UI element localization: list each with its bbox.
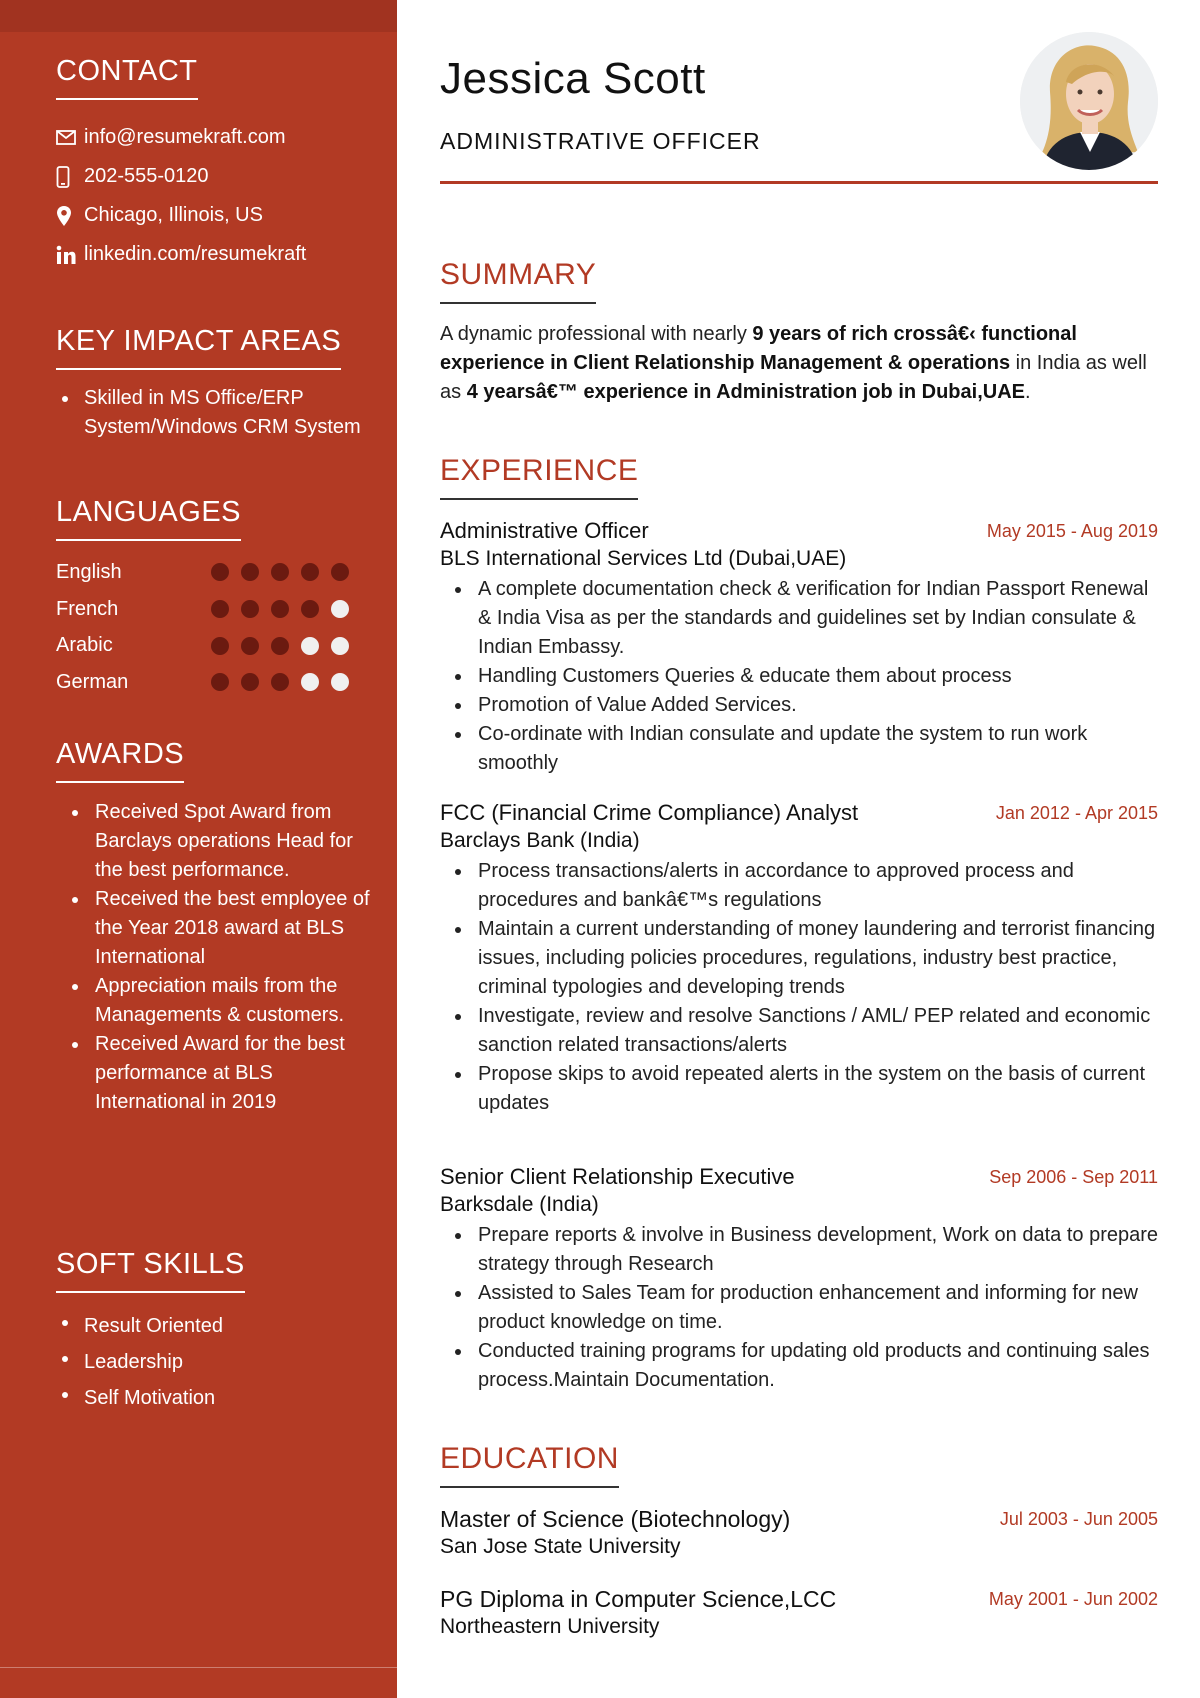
list-item: Received the best employee of the Year 2018 award at BLS International [56, 885, 376, 972]
rating-dot-empty [331, 673, 349, 691]
job-company: BLS International Services Ltd (Dubai,UAE) [440, 547, 847, 570]
rating-dot-filled [301, 563, 319, 581]
school-name: San Jose State University [440, 1535, 681, 1558]
sidebar [0, 0, 397, 1698]
language-rating [211, 563, 349, 581]
sidebar-top-strip [0, 0, 397, 32]
rating-dot-filled [241, 637, 259, 655]
experience-entry [440, 1163, 1158, 1395]
job-date: Jan 2012 - Apr 2015 [995, 803, 1158, 823]
list-item: Skilled in MS Office/ERP System/Windows CRM System [56, 384, 396, 442]
summary-text-part: A dynamic professional with nearly [440, 323, 753, 345]
location-pin-icon [56, 205, 84, 227]
rating-dot-empty [331, 637, 349, 655]
linkedin-icon [56, 245, 84, 265]
list-item: Conducted training programs for updating old products and continuing sales process.Maintain Documentation. [440, 1337, 1158, 1395]
phone-icon [56, 166, 84, 188]
language-rating [211, 637, 349, 655]
language-name: German [56, 670, 129, 693]
language-row [56, 664, 386, 701]
contact-location-text: Chicago, Illinois, US [84, 204, 263, 226]
languages-heading: LANGUAGES [56, 496, 241, 541]
education-date: May 2001 - Jun 2002 [988, 1589, 1158, 1609]
avatar [1020, 32, 1158, 170]
summary-heading: SUMMARY [440, 258, 596, 304]
language-rating [211, 600, 349, 618]
language-row [56, 591, 386, 628]
school-name: Northeastern University [440, 1615, 660, 1638]
soft-skills-heading: SOFT SKILLS [56, 1248, 245, 1293]
contact-linkedin[interactable] [56, 235, 386, 274]
job-title: Senior Client Relationship Executive [440, 1164, 795, 1189]
job-date: May 2015 - Aug 2019 [986, 521, 1158, 541]
candidate-name: Jessica Scott [440, 54, 706, 103]
summary-text-part: in India as well as [440, 352, 1147, 403]
rating-dot-filled [211, 637, 229, 655]
rating-dot-empty [301, 673, 319, 691]
list-item: Process transactions/alerts in accordance to approved process and procedures and bankâ€™s regulations [440, 857, 1158, 915]
rating-dot-filled [331, 563, 349, 581]
list-item: Propose skips to avoid repeated alerts in the system on the basis of current updates [440, 1060, 1158, 1118]
key-impact-section [56, 325, 386, 442]
rating-dot-filled [241, 673, 259, 691]
education-entry [440, 1585, 1158, 1641]
awards-section [56, 738, 386, 1117]
list-item: Received Award for the best performance at BLS International in 2019 [56, 1030, 376, 1117]
rating-dot-filled [211, 673, 229, 691]
language-name: French [56, 597, 119, 620]
profile-photo [1020, 32, 1158, 170]
key-impact-heading: KEY IMPACT AREAS [56, 325, 341, 370]
awards-heading: AWARDS [56, 738, 184, 783]
list-item: A complete documentation check & verification for Indian Passport Renewal & India Visa as per the standards and guidelines set by Indian consulate & Indian Embassy. [440, 575, 1158, 662]
summary-highlight: 4 yearsâ€™ experience in Administration job in Dubai,UAE [466, 381, 1025, 403]
rating-dot-filled [271, 600, 289, 618]
rating-dot-filled [271, 563, 289, 581]
languages-section [56, 496, 386, 701]
contact-section [56, 55, 386, 274]
rating-dot-empty [331, 600, 349, 618]
education-entry [440, 1505, 1158, 1561]
education-date: Jul 2003 - Jun 2005 [999, 1509, 1158, 1529]
list-item: Handling Customers Queries & educate them about process [440, 662, 1158, 691]
summary-text [440, 320, 1158, 407]
rating-dot-filled [271, 637, 289, 655]
language-row [56, 627, 386, 664]
contact-phone[interactable] [56, 157, 386, 196]
rating-dot-filled [211, 600, 229, 618]
rating-dot-filled [211, 563, 229, 581]
job-title: FCC (Financial Crime Compliance) Analyst [440, 800, 859, 825]
degree-title: Master of Science (Biotechnology) [440, 1506, 791, 1532]
list-item: Prepare reports & involve in Business development, Work on data to prepare strategy through Research [440, 1221, 1158, 1279]
contact-heading: CONTACT [56, 55, 198, 100]
language-rating [211, 673, 349, 691]
list-item: Assisted to Sales Team for production enhancement and informing for new product knowledge on time. [440, 1279, 1158, 1337]
language-name: Arabic [56, 634, 113, 657]
contact-linkedin-text: linkedin.com/resumekraft [84, 243, 307, 265]
experience-entry [440, 799, 1158, 1118]
sidebar-bottom-divider [0, 1667, 397, 1668]
envelope-icon [56, 130, 84, 145]
rating-dot-filled [241, 600, 259, 618]
rating-dot-empty [301, 637, 319, 655]
job-company: Barclays Bank (India) [440, 829, 640, 852]
experience-entry [440, 517, 1158, 778]
job-date: Sep 2006 - Sep 2011 [989, 1167, 1158, 1187]
list-item: Maintain a current understanding of money laundering and terrorist financing issues, including policies procedures, regulations, industry best practice, criminal typologies and developing trends [440, 915, 1158, 1002]
list-item: Promotion of Value Added Services. [440, 691, 1158, 720]
job-company: Barksdale (India) [440, 1193, 599, 1216]
list-item: Result Oriented [56, 1308, 386, 1344]
experience-heading: EXPERIENCE [440, 454, 638, 500]
education-heading: EDUCATION [440, 1442, 619, 1488]
list-item: Self Motivation [56, 1380, 386, 1416]
list-item: Investigate, review and resolve Sanctions / AML/ PEP related and economic sanction related transactions/alerts [440, 1002, 1158, 1060]
header-divider [440, 181, 1158, 184]
language-name: English [56, 560, 122, 583]
contact-phone-text: 202-555-0120 [84, 165, 209, 187]
contact-email-text: info@resumekraft.com [84, 126, 286, 148]
job-title: Administrative Officer [440, 518, 649, 543]
summary-highlight: 9 years of rich crossâ€‹ functional experience in Client Relationship Management & operations [440, 323, 1077, 374]
contact-email[interactable] [56, 118, 386, 157]
rating-dot-filled [301, 600, 319, 618]
rating-dot-filled [241, 563, 259, 581]
soft-skills-section [56, 1248, 386, 1416]
list-item: Leadership [56, 1344, 386, 1380]
language-row [56, 554, 386, 591]
list-item: Appreciation mails from the Managements & customers. [56, 972, 376, 1030]
degree-title: PG Diploma in Computer Science,LCC [440, 1586, 837, 1612]
rating-dot-filled [271, 673, 289, 691]
candidate-title: ADMINISTRATIVE OFFICER [440, 128, 761, 154]
list-item: Received Spot Award from Barclays operations Head for the best performance. [56, 798, 376, 885]
contact-location [56, 196, 386, 235]
summary-text-part: . [1025, 381, 1031, 403]
list-item: Co-ordinate with Indian consulate and update the system to run work smoothly [440, 720, 1158, 778]
